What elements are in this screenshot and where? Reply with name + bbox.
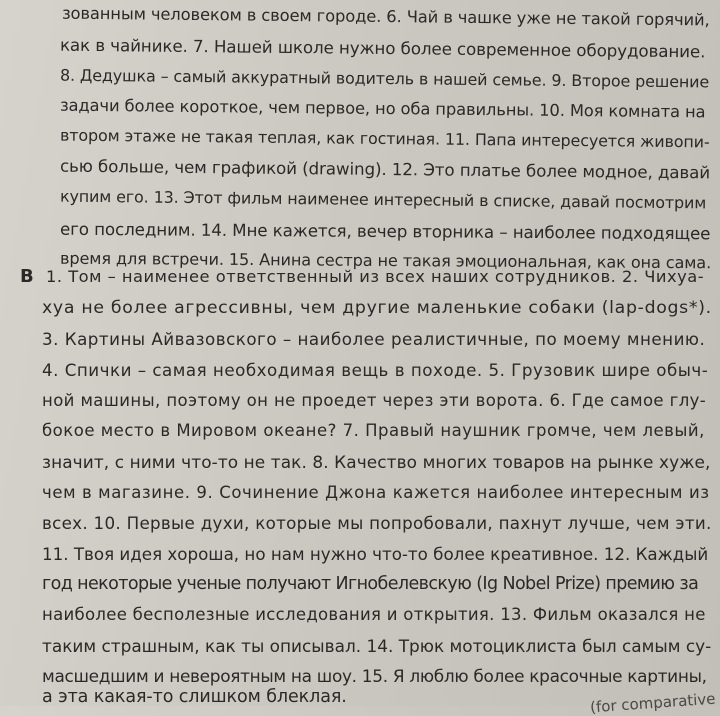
text-line: бокое место в Мировом океане? 7. Правый наушник громче, чем левый, <box>42 421 705 440</box>
text-line: его последним. 14. Мне кажется, вечер вторника – наиболее подходящее <box>59 218 711 244</box>
text-line: хуа не более агрессивны, чем другие маленькие собаки (lap-dogs*). <box>42 298 712 318</box>
text-line: купим его. 13. Этот фильм наименее интересный в списке, давай посмотрим <box>59 186 707 213</box>
text-line: зованным человеком в своем городе. 6. Чай в чашке уже не такой горячий, <box>61 3 710 30</box>
text-line: ной машины, поэтому он не проедет через эти ворота. 6. Где самое глу- <box>42 391 707 410</box>
text-line: задачи более короткое, чем первое, но оба правильны. 10. Моя комната на <box>59 95 706 122</box>
text-line: наиболее бесполезные исследования и открытия. 13. Фильм оказался не <box>42 605 706 624</box>
text-line: 1. Том – наименее ответственный из всех наших сотрудников. 2. Чихуа- <box>46 267 705 286</box>
text-line: масшедшим и невероятным на шоу. 15. Я люблю более красочные картины, <box>42 666 707 686</box>
text-line: втором этаже не такая теплая, как гостиная. 11. Папа интересуется живопи- <box>59 125 710 152</box>
text-line: как в чайнике. 7. Нашей школе нужно более современное оборудование. <box>59 34 706 62</box>
text-line: год некоторые ученые получают Игнобелевскую (Ig Nobel Prize) премию за <box>42 574 699 594</box>
text-line: а эта какая-то слишком блеклая. <box>42 687 347 707</box>
text-line: всех. 10. Первые духи, которые мы попробовали, пахнут лучше, чем эти. <box>42 513 712 533</box>
text-line: значит, с ними что-то не так. 8. Качество многих товаров на рынке хуже, <box>42 452 711 472</box>
text-line: таким страшным, как ты описывал. 14. Трюк мотоциклиста был самым су- <box>42 636 712 656</box>
text-line: сью больше, чем графикой (drawing). 12. Это платье более модное, давай <box>59 155 711 183</box>
text-line: 3. Картины Айвазовского – наиболее реалистичные, по моему мнению. <box>42 329 706 349</box>
corner-fragment: (for comparative <box>590 689 717 716</box>
text-line: 8. Дедушка – самый аккуратный водитель в нашей семье. 9. Второе решение <box>59 65 710 92</box>
text-line: 4. Спички – самая необходимая вещь в походе. 5. Грузовик шире обыч- <box>42 360 709 380</box>
text-line: 11. Твоя идея хороша, но нам нужно что-то более креативное. 12. Каждый <box>42 544 709 564</box>
text-line: время для встречи. 15. Анина сестра не такая эмоциональная, как она сама. <box>59 248 712 273</box>
text-line: чем в магазине. 9. Сочинение Джона кажется наиболее интересным из <box>42 483 710 502</box>
section-letter-b: B <box>20 266 34 287</box>
